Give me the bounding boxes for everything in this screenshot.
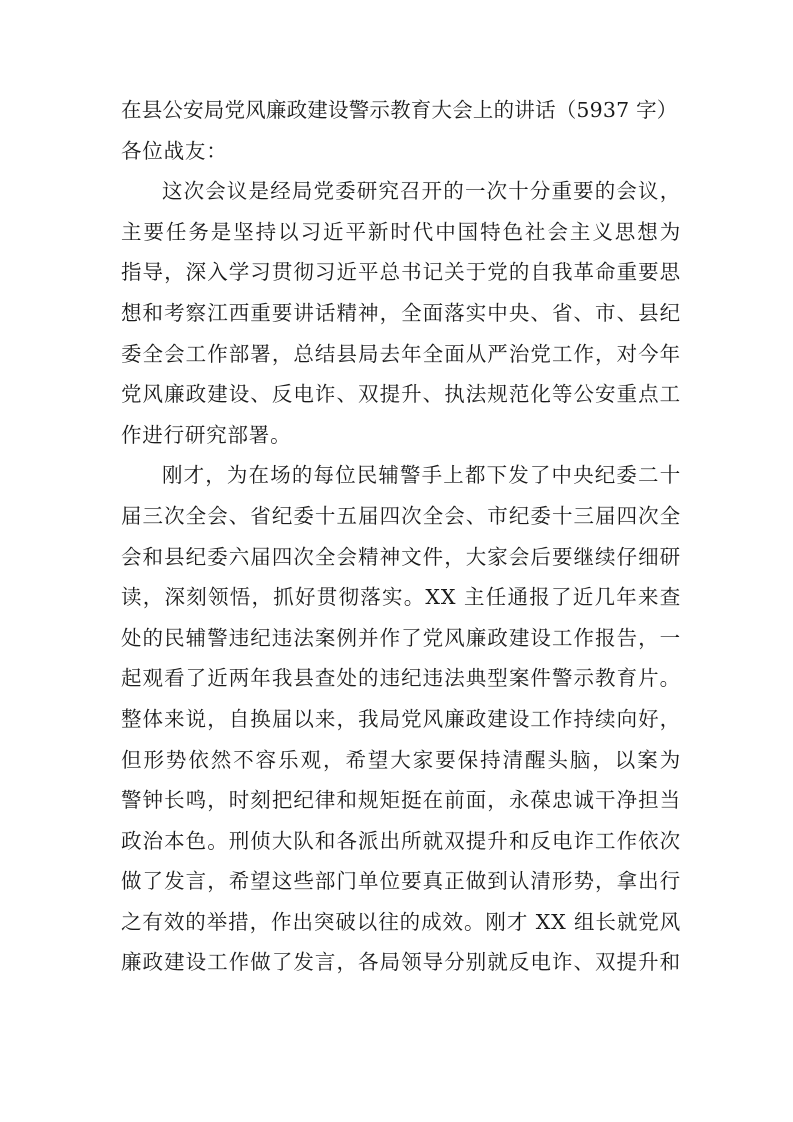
paragraph-line: 做了发言，希望这些部门单位要真正做到认清形势，拿出行 [121, 869, 681, 894]
paragraph-line: 委全会工作部署，总结县局去年全面从严治党工作，对今年 [121, 341, 681, 366]
paragraph-line: 刚才，为在场的每位民辅警手上都下发了中央纪委二十 [162, 463, 681, 488]
salutation: 各位战友： [121, 138, 228, 163]
paragraph-line: 想和考察江西重要讲话精神，全面落实中央、省、市、县纪 [121, 300, 681, 325]
paragraph-1 [121, 171, 681, 455]
paragraph-line: 整体来说，自换届以来，我局党风廉政建设工作持续向好， [121, 706, 681, 731]
paragraph-line: 政治本色。刑侦大队和各派出所就双提升和反电诈工作依次 [121, 828, 681, 853]
paragraph-line: 主要任务是坚持以习近平新时代中国特色社会主义思想为 [121, 219, 681, 244]
paragraph-line: 起观看了近两年我县查处的违纪违法典型案件警示教育片。 [121, 666, 681, 691]
paragraph-line: 作进行研究部署。 [121, 422, 292, 447]
paragraph-line: 这次会议是经局党委研究召开的一次十分重要的会议， [162, 179, 681, 204]
paragraph-line: 党风廉政建设、反电诈、双提升、执法规范化等公安重点工 [121, 382, 681, 407]
paragraph-line: 指导，深入学习贯彻习近平总书记关于党的自我革命重要思 [121, 260, 681, 285]
paragraph-line: 处的民辅警违纪违法案例并作了党风廉政建设工作报告，一 [121, 625, 681, 650]
paragraph-line: 廉政建设工作做了发言，各局领导分别就反电诈、双提升和 [121, 950, 681, 975]
document-body [121, 90, 681, 983]
paragraph-line: 之有效的举措，作出突破以往的成效。刚才 XX 组长就党风 [121, 909, 681, 934]
paragraph-line: 但形势依然不容乐观，希望大家要保持清醒头脑，以案为 [121, 747, 681, 772]
paragraph-line: 会和县纪委六届四次全会精神文件，大家会后要继续仔细研 [121, 544, 681, 569]
paragraph-line: 读，深刻领悟，抓好贯彻落实。XX 主任通报了近几年来查 [121, 585, 681, 610]
paragraph-line: 届三次全会、省纪委十五届四次全会、市纪委十三届四次全 [121, 503, 681, 528]
document-title: 在县公安局党风廉政建设警示教育大会上的讲话（5937 字） [121, 98, 678, 122]
paragraph-line: 警钟长鸣，时刻把纪律和规矩挺在前面，永葆忠诚干净担当 [121, 788, 681, 813]
paragraph-2 [121, 455, 681, 983]
